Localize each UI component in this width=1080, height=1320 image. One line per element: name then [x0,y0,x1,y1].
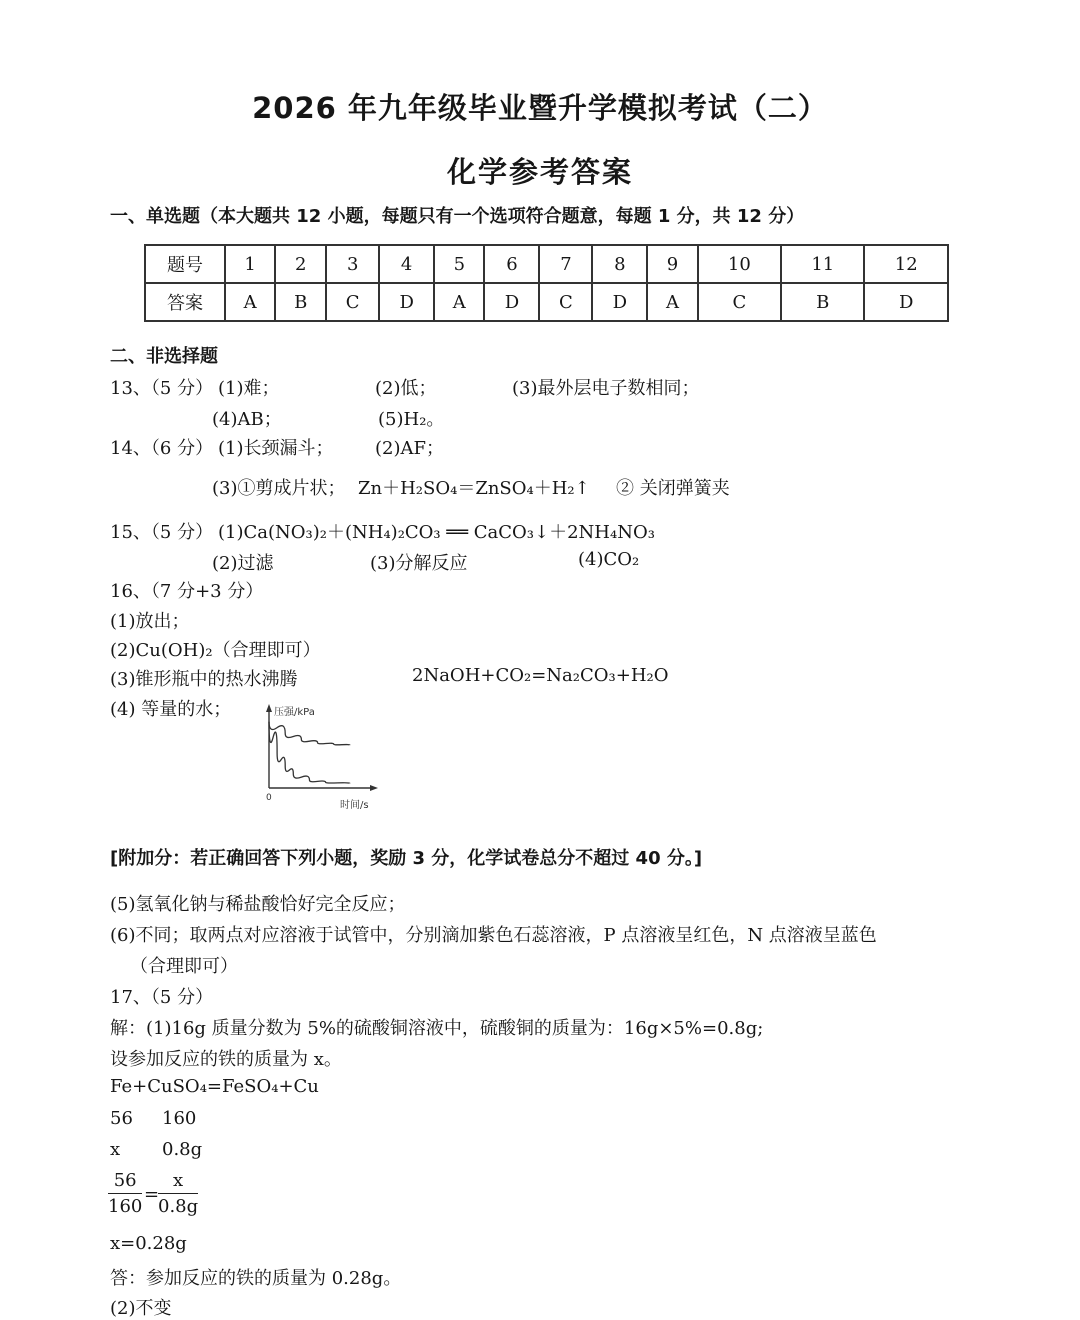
origin-label: 0 [266,793,272,803]
table-cell: A [225,283,275,321]
table-cell: D [484,283,539,321]
table-cell: A [647,283,697,321]
q17-equation: Fe+CuSO₄=FeSO₄+Cu [110,1076,319,1097]
q17-fraction-1 [108,1170,142,1217]
row-label-answer: 答案 [145,283,225,321]
fraction-1-numerator: 56 [108,1170,142,1194]
table-cell: 6 [484,245,539,283]
table-cell: C [326,283,379,321]
q17-label: 17、（5 分） [110,987,214,1008]
y-axis-label: 压强/kPa [274,707,315,718]
table-cell: B [275,283,326,321]
table-cell: 12 [864,245,948,283]
fraction-2-numerator: x [158,1170,198,1194]
page-title: 2026 年九年级毕业暨升学模拟考试（二） [252,91,828,125]
q16-answer-3: (3)锥形瓶中的热水沸腾 [110,669,298,690]
table-cell: D [864,283,948,321]
q13-answer-5: (5)H₂。 [378,409,445,430]
q14-label: 14、（6 分） [110,438,214,459]
q17-line-2: 设参加反应的铁的质量为 x。 [110,1049,342,1070]
q17-unknown-x: x [110,1139,121,1160]
q15-answer-4: (4)CO₂ [578,549,640,570]
q17-result: x=0.28g [110,1233,187,1254]
q16-answer-1: (1)放出； [110,611,190,632]
q17-answer: 答：参加反应的铁的质量为 0.28g。 [110,1268,402,1289]
q15-answer-2: (2)过滤 [212,553,274,574]
series-line-1 [269,722,350,745]
q17-fraction-2 [158,1170,198,1217]
q17-line-1: 解：(1)16g 质量分数为 5%的硫酸铜溶液中，硫酸铜的质量为：16g×5%=0.8g; [110,1018,764,1039]
q14-answer-2: (2)AF； [375,438,444,459]
table-cell: 4 [379,245,434,283]
fraction-2-denominator: 0.8g [158,1196,199,1217]
q17-equals-sign: = [144,1184,160,1205]
table-cell: 9 [647,245,697,283]
table-row [145,283,948,321]
table-cell: 10 [698,245,781,283]
table-cell: 8 [592,245,647,283]
page-subtitle: 化学参考答案 [446,155,633,189]
table-cell: 1 [225,245,275,283]
table-cell: B [781,283,864,321]
q14-answer-3-2: ② 关闭弹簧夹 [616,478,730,499]
table-cell: D [379,283,434,321]
q16-answer-5: (5)氢氧化钠与稀盐酸恰好完全反应； [110,894,406,915]
section2-heading: 二、非选择题 [110,346,218,367]
q16-answer-4: (4) 等量的水； [110,699,232,720]
series-line-2 [269,722,350,784]
pressure-time-chart [250,698,390,816]
q16-answer-6: (6)不同；取两点对应溶液于试管中，分别滴加紫色石蕊溶液，P 点溶液呈红色，N 点溶液呈蓝色 [110,925,877,946]
section1-heading: 一、单选题（本大题共 12 小题，每题只有一个选项符合题意，每题 1 分，共 12 分） [110,206,805,227]
table-cell: 7 [539,245,592,283]
q16-label: 16、（7 分+3 分） [110,581,264,602]
table-cell: D [592,283,647,321]
table-cell: A [434,283,484,321]
q17-mass-cuso4: 160 [162,1108,197,1129]
fraction-1-denominator: 160 [108,1196,143,1217]
q17-mass-fe: 56 [110,1108,133,1129]
q13-label: 13、（5 分） [110,378,214,399]
q15-label: 15、（5 分） [110,522,214,543]
table-cell: 2 [275,245,326,283]
q13-answer-3: (3)最外层电子数相同； [512,378,700,399]
q13-answer-2: (2)低； [375,378,437,399]
q16-answer-2: (2)Cu(OH)₂（合理即可） [110,640,321,661]
q17-part-2: (2)不变 [110,1298,172,1319]
q17-known-mass: 0.8g [162,1139,203,1160]
q14-answer-1: (1)长颈漏斗； [218,438,334,459]
q13-answer-1: (1)难； [218,378,280,399]
x-axis-arrow [370,785,378,791]
q14-equation: Zn＋H₂SO₄＝ZnSO₄＋H₂↑ [358,478,590,499]
answer-table [144,244,949,322]
q15-equation: (1)Ca(NO₃)₂＋(NH₄)₂CO₃ ══ CaCO₃↓＋2NH₄NO₃ [218,522,655,543]
q16-answer-6-cont: （合理即可） [130,956,238,977]
x-axis-label: 时间/s [340,800,369,811]
table-cell: 11 [781,245,864,283]
table-cell: 5 [434,245,484,283]
q14-answer-3-prefix: (3)①剪成片状； [212,478,346,499]
table-row [145,245,948,283]
q13-answer-4: (4)AB； [212,409,282,430]
table-cell: C [698,283,781,321]
q15-answer-3: (3)分解反应 [370,553,468,574]
q16-equation: 2NaOH+CO₂=Na₂CO₃+H₂O [412,665,669,686]
row-label-question: 题号 [145,245,225,283]
bonus-note: [附加分：若正确回答下列小题，奖励 3 分，化学试卷总分不超过 40 分。] [110,848,703,869]
table-cell: 3 [326,245,379,283]
table-cell: C [539,283,592,321]
y-axis-arrow [266,704,272,712]
